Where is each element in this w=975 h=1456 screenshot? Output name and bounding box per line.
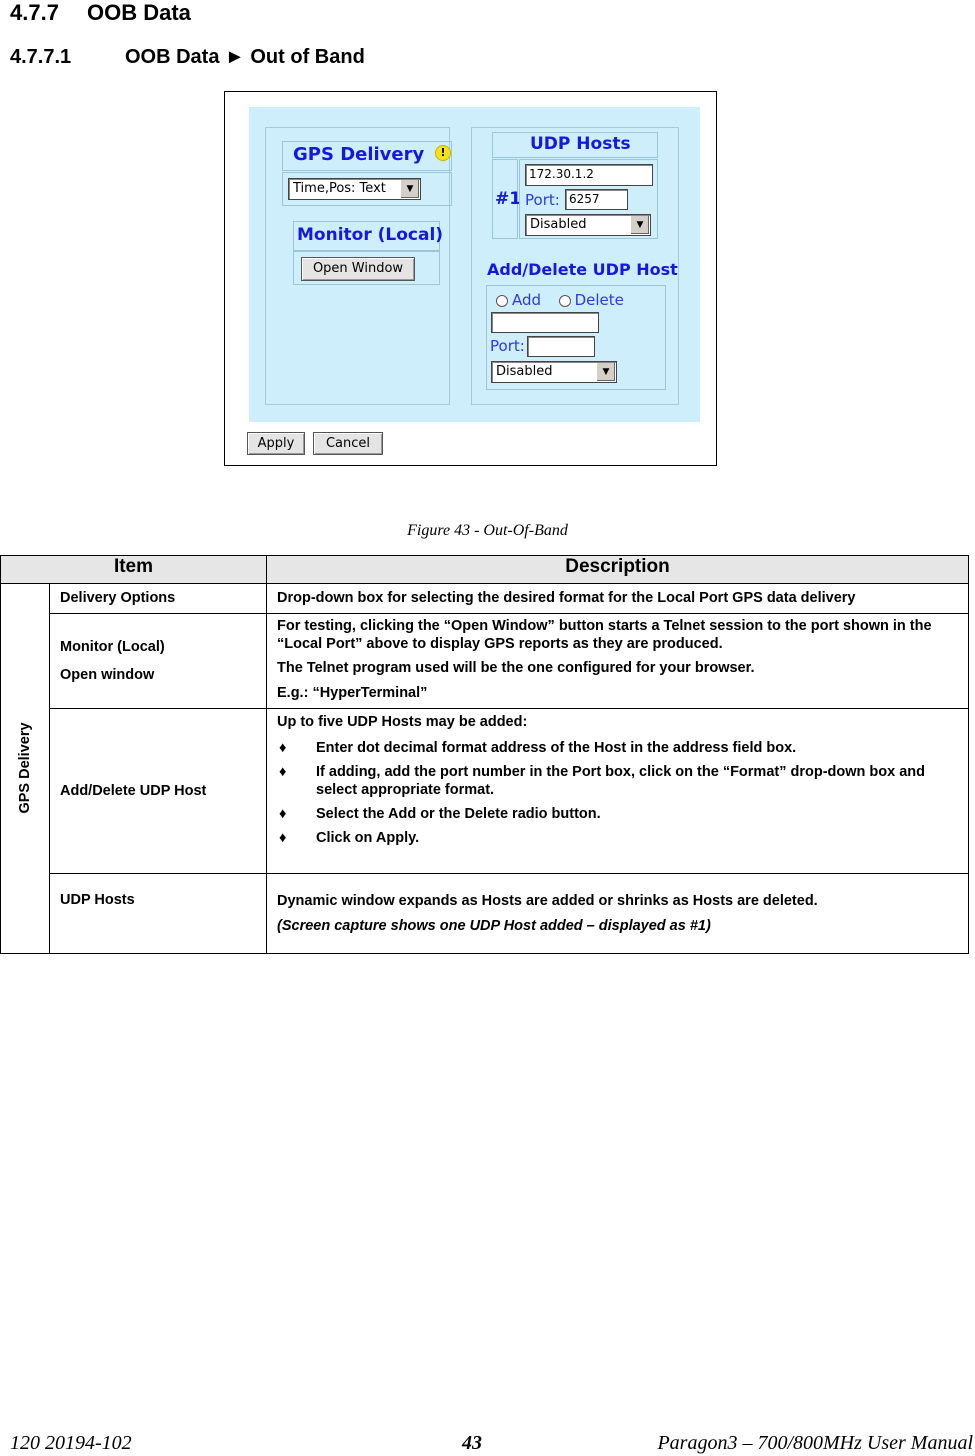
bullet-text: Select the Add or the Delete radio button. xyxy=(316,806,601,823)
manual-title: Paragon3 – 700/800MHz User Manual xyxy=(657,1432,973,1454)
bullet-item xyxy=(277,763,958,799)
subsection-heading xyxy=(10,46,365,69)
desc-cell xyxy=(267,614,969,709)
chevron-down-icon: ▼ xyxy=(630,216,649,234)
radio-add-label: Add xyxy=(512,291,542,309)
table-header-row xyxy=(1,556,969,584)
item-cell: UDP Hosts xyxy=(50,873,267,953)
item-line: Open window xyxy=(60,666,155,683)
desc-paragraph: E.g.: “HyperTerminal” xyxy=(277,684,428,701)
table-row xyxy=(1,873,969,953)
desc-cell: Drop-down box for selecting the desired format for the Local Port GPS data delivery xyxy=(267,584,969,614)
host-port-input[interactable]: 6257 xyxy=(565,189,628,210)
desc-cell xyxy=(267,873,969,953)
gps-delivery-title: GPS Delivery xyxy=(293,144,425,165)
bullet-icon: ♦ xyxy=(279,830,287,847)
add-delete-title: Add/Delete UDP Host xyxy=(487,260,678,279)
radio-delete[interactable] xyxy=(559,295,571,307)
new-format-value: Disabled xyxy=(496,364,553,379)
delivery-format-value: Time,Pos: Text xyxy=(293,181,386,196)
chevron-down-icon: ▼ xyxy=(400,180,419,198)
radio-add[interactable] xyxy=(496,295,508,307)
table-row xyxy=(1,584,969,614)
header-item: Item xyxy=(1,556,267,584)
item-cell: Add/Delete UDP Host xyxy=(50,708,267,873)
page-number: 43 xyxy=(462,1432,482,1454)
bullet-icon: ♦ xyxy=(279,806,287,823)
bullet-icon: ♦ xyxy=(279,739,287,756)
desc-paragraph: The Telnet program used will be the one configured for your browser. xyxy=(277,660,755,677)
desc-paragraph: For testing, clicking the “Open Window” button starts a Telnet session to the port shown in the “Local Port” above to display GPS reports as they are produced. xyxy=(277,618,932,653)
host-format-value: Disabled xyxy=(530,217,587,232)
host-address-input[interactable]: 172.30.1.2 xyxy=(525,164,653,186)
subsection-number: 4.7.7.1 xyxy=(10,46,72,68)
new-port-input[interactable] xyxy=(527,336,595,357)
warning-icon: ! xyxy=(435,145,451,161)
radio-group xyxy=(496,291,624,309)
open-window-button[interactable]: Open Window xyxy=(301,257,415,281)
radio-delete-label: Delete xyxy=(574,291,624,309)
doc-number: 120 20194-102 xyxy=(10,1432,132,1454)
bullet-text: Enter dot decimal format address of the Host in the address field box. xyxy=(316,739,797,756)
item-cell: Delivery Options xyxy=(50,584,267,614)
delivery-format-select[interactable] xyxy=(288,178,421,200)
item-cell xyxy=(50,614,267,709)
section-heading xyxy=(10,0,191,26)
table-row xyxy=(1,708,969,873)
group-cell xyxy=(1,584,50,954)
header-description: Description xyxy=(267,556,969,584)
host-format-select[interactable] xyxy=(525,214,651,236)
new-host-address-input[interactable] xyxy=(491,312,599,333)
figure-caption: Figure 43 - Out-Of-Band xyxy=(407,522,568,539)
chevron-down-icon: ▼ xyxy=(596,363,615,381)
host-port-label: Port: xyxy=(525,191,560,209)
description-table xyxy=(0,555,969,954)
section-title: OOB Data xyxy=(87,0,191,25)
host-index: #1 xyxy=(495,189,522,209)
monitor-title: Monitor (Local) xyxy=(297,225,444,245)
bullet-icon: ♦ xyxy=(279,763,287,780)
new-format-select[interactable] xyxy=(491,361,617,383)
bullet-text: If adding, add the port number in the Port box, click on the “Format” drop-down box and select appropriate format. xyxy=(316,763,925,798)
udp-hosts-title: UDP Hosts xyxy=(530,134,631,154)
oob-panel xyxy=(249,107,700,422)
desc-paragraph: (Screen capture shows one UDP Host added – displayed as #1) xyxy=(277,917,711,934)
bullet-item xyxy=(277,739,958,757)
group-label: GPS Delivery xyxy=(16,722,33,814)
bullet-item xyxy=(277,805,958,823)
bullet-item xyxy=(277,829,958,847)
item-line: Monitor (Local) xyxy=(60,638,165,655)
new-port-label: Port: xyxy=(490,337,525,355)
desc-intro: Up to five UDP Hosts may be added: xyxy=(277,713,528,730)
table-row xyxy=(1,614,969,709)
oob-screenshot xyxy=(224,91,717,466)
cancel-button[interactable]: Cancel xyxy=(313,432,383,455)
subsection-title: OOB Data ► Out of Band xyxy=(125,46,365,68)
desc-cell xyxy=(267,708,969,873)
desc-paragraph: Dynamic window expands as Hosts are added or shrinks as Hosts are deleted. xyxy=(277,892,818,909)
section-number: 4.7.7 xyxy=(10,0,59,25)
bullet-text: Click on Apply. xyxy=(316,830,420,847)
apply-button[interactable]: Apply xyxy=(247,432,305,455)
